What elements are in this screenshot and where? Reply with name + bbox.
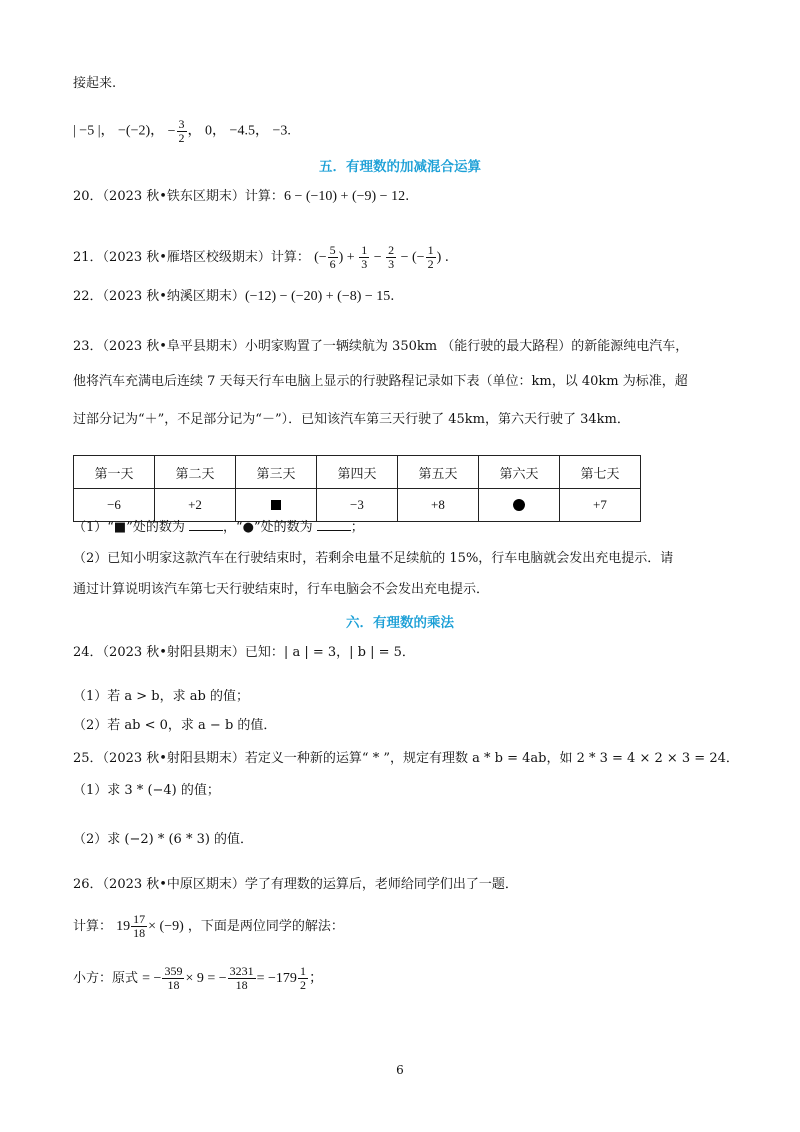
question-23-part-2-line-1: （2）已知小明家这款汽车在行驶结束时，若剩余电量不足续航的 15%，行车电脑就会发出充电提示．请 — [73, 551, 674, 566]
question-21-prefix: 21．（2023 秋•雁塔区校级期末）计算： — [73, 250, 310, 265]
table-row — [74, 489, 641, 522]
table-header-cell: 第四天 — [316, 456, 397, 489]
number-abs-neg5: | −5 | — [73, 123, 101, 139]
number-zero: 0 — [205, 123, 213, 139]
table-cell: +8 — [397, 489, 478, 522]
question-24: 24．（2023 秋•射阳县期末）已知：| a | = 3，| b | = 5． — [73, 645, 415, 660]
question-25: 25．（2023 秋•射阳县期末）若定义一种新的运算“ * ”，规定有理数 a * b = 4ab，如 2 * 3 = 4 × 2 × 3 = 24． — [73, 751, 739, 766]
table-cell: +7 — [559, 489, 640, 522]
table-cell: −6 — [74, 489, 155, 522]
question-23-line-2: 他将汽车充满电后连续 7 天每天行车电脑上显示的行驶路程记录如下表（单位：km，以 40km 为标准，超 — [73, 374, 688, 389]
table-cell: +2 — [155, 489, 236, 522]
question-21: 21．（2023 秋•雁塔区校级期末）计算： (− $\frac{5}{6}$ ) + $\frac{1}{3}$ − $\frac{2}{3}$ − (− $\frac{1}{2}$ ) . — [73, 243, 449, 272]
question-26: 26．（2023 秋•中原区期末）学了有理数的运算后，老师给同学们出了一题． — [73, 877, 518, 892]
question-20-expression: 6 − (−10) + (−9) − 12 — [283, 189, 406, 204]
question-24-part-2: （2）若 ab < 0，求 a − b 的值． — [73, 718, 277, 733]
question-22-prefix: 22．（2023 秋•纳溪区期末） — [73, 289, 245, 304]
question-23-part-1: （1）“■”处的数为 ，“●”处的数为 ； — [73, 520, 364, 535]
question-26-xiaofang: 小方：原式 = − $\frac{359}{18}$ × 9 = − $\frac{3231}{18}$ = −179 $\frac{1}{2}$ ； — [73, 964, 323, 993]
answer-blank-circle — [317, 518, 351, 531]
answer-blank-square — [189, 518, 223, 531]
question-26-calc: 计算： 19 $\frac{17}{18}$ × (−9) ，下面是两位同学的解法： — [73, 912, 344, 941]
question-22-expression: (−12) − (−20) + (−8) − 15 — [244, 289, 391, 304]
question-23-line-1: 23．（2023 秋•阜平县期末）小明家购置了一辆续航为 350km （能行驶的最大路程）的新能源纯电汽车， — [73, 339, 689, 354]
question-20-prefix: 20．（2023 秋•铁东区期末）计算： — [73, 189, 284, 204]
carryover-text: 接起来. — [73, 76, 117, 91]
black-circle-icon — [513, 499, 525, 511]
table-header-row — [74, 456, 641, 489]
question-26-expression: 19 $\frac{17}{18}$ × (−9) — [116, 912, 184, 941]
question-21-expression: (− $\frac{5}{6}$ ) + $\frac{1}{3}$ − $\frac{2}{3}$ − (− $\frac{1}{2}$ ) — [314, 243, 442, 272]
table-cell: −3 — [316, 489, 397, 522]
section-heading-5: 五．有理数的加减混合运算 — [319, 159, 481, 175]
table-cell-unknown-circle — [478, 489, 559, 522]
number-neg-neg2: −(−2) — [118, 123, 151, 139]
xiaofang-solution: = − $\frac{359}{18}$ × 9 = − $\frac{3231}{18}$ = −179 $\frac{1}{2}$ ； — [142, 964, 323, 993]
question-24-part-1: （1）若 a > b，求 ab 的值； — [73, 689, 249, 704]
question-25-part-2: （2）求 (−2) * (6 * 3) 的值． — [73, 832, 254, 847]
question-23-part-2-line-2: 通过计算说明该汽车第七天行驶结束时，行车电脑会不会发出充电提示． — [73, 582, 490, 597]
question-20: 20．（2023 秋•铁东区期末）计算：6 − (−10) + (−9) − 12. — [73, 189, 410, 204]
table-header-cell: 第五天 — [397, 456, 478, 489]
table-header-cell: 第七天 — [559, 456, 640, 489]
section-heading-6: 六．有理数的乘法 — [346, 615, 454, 631]
question-22: 22．（2023 秋•纳溪区期末）(−12) − (−20) + (−8) − 15. — [73, 289, 395, 304]
table-header-cell: 第六天 — [478, 456, 559, 489]
mileage-table — [73, 455, 641, 522]
number-list: | −5 |， −(−2)， − $\frac{3}{2}$ ， 0， −4.5， −3. — [73, 117, 291, 145]
question-23-line-3: 过部分记为“＋”，不足部分记为“－”）．已知该汽车第三天行驶了 45km，第六天行驶了 34km． — [73, 412, 630, 427]
black-square-icon — [271, 500, 281, 510]
table-header-cell: 第一天 — [74, 456, 155, 489]
number-neg-3: −3 — [272, 123, 288, 139]
table-header-cell: 第三天 — [236, 456, 317, 489]
number-neg-three-halves: − $\frac{3}{2}$ — [167, 117, 185, 145]
page-number: 6 — [396, 1063, 404, 1077]
table-cell-unknown-square — [236, 489, 317, 522]
table-header-cell: 第二天 — [155, 456, 236, 489]
question-25-part-1: （1）求 3 * (−4) 的值； — [73, 783, 220, 798]
number-neg-4-5: −4.5 — [229, 123, 255, 139]
